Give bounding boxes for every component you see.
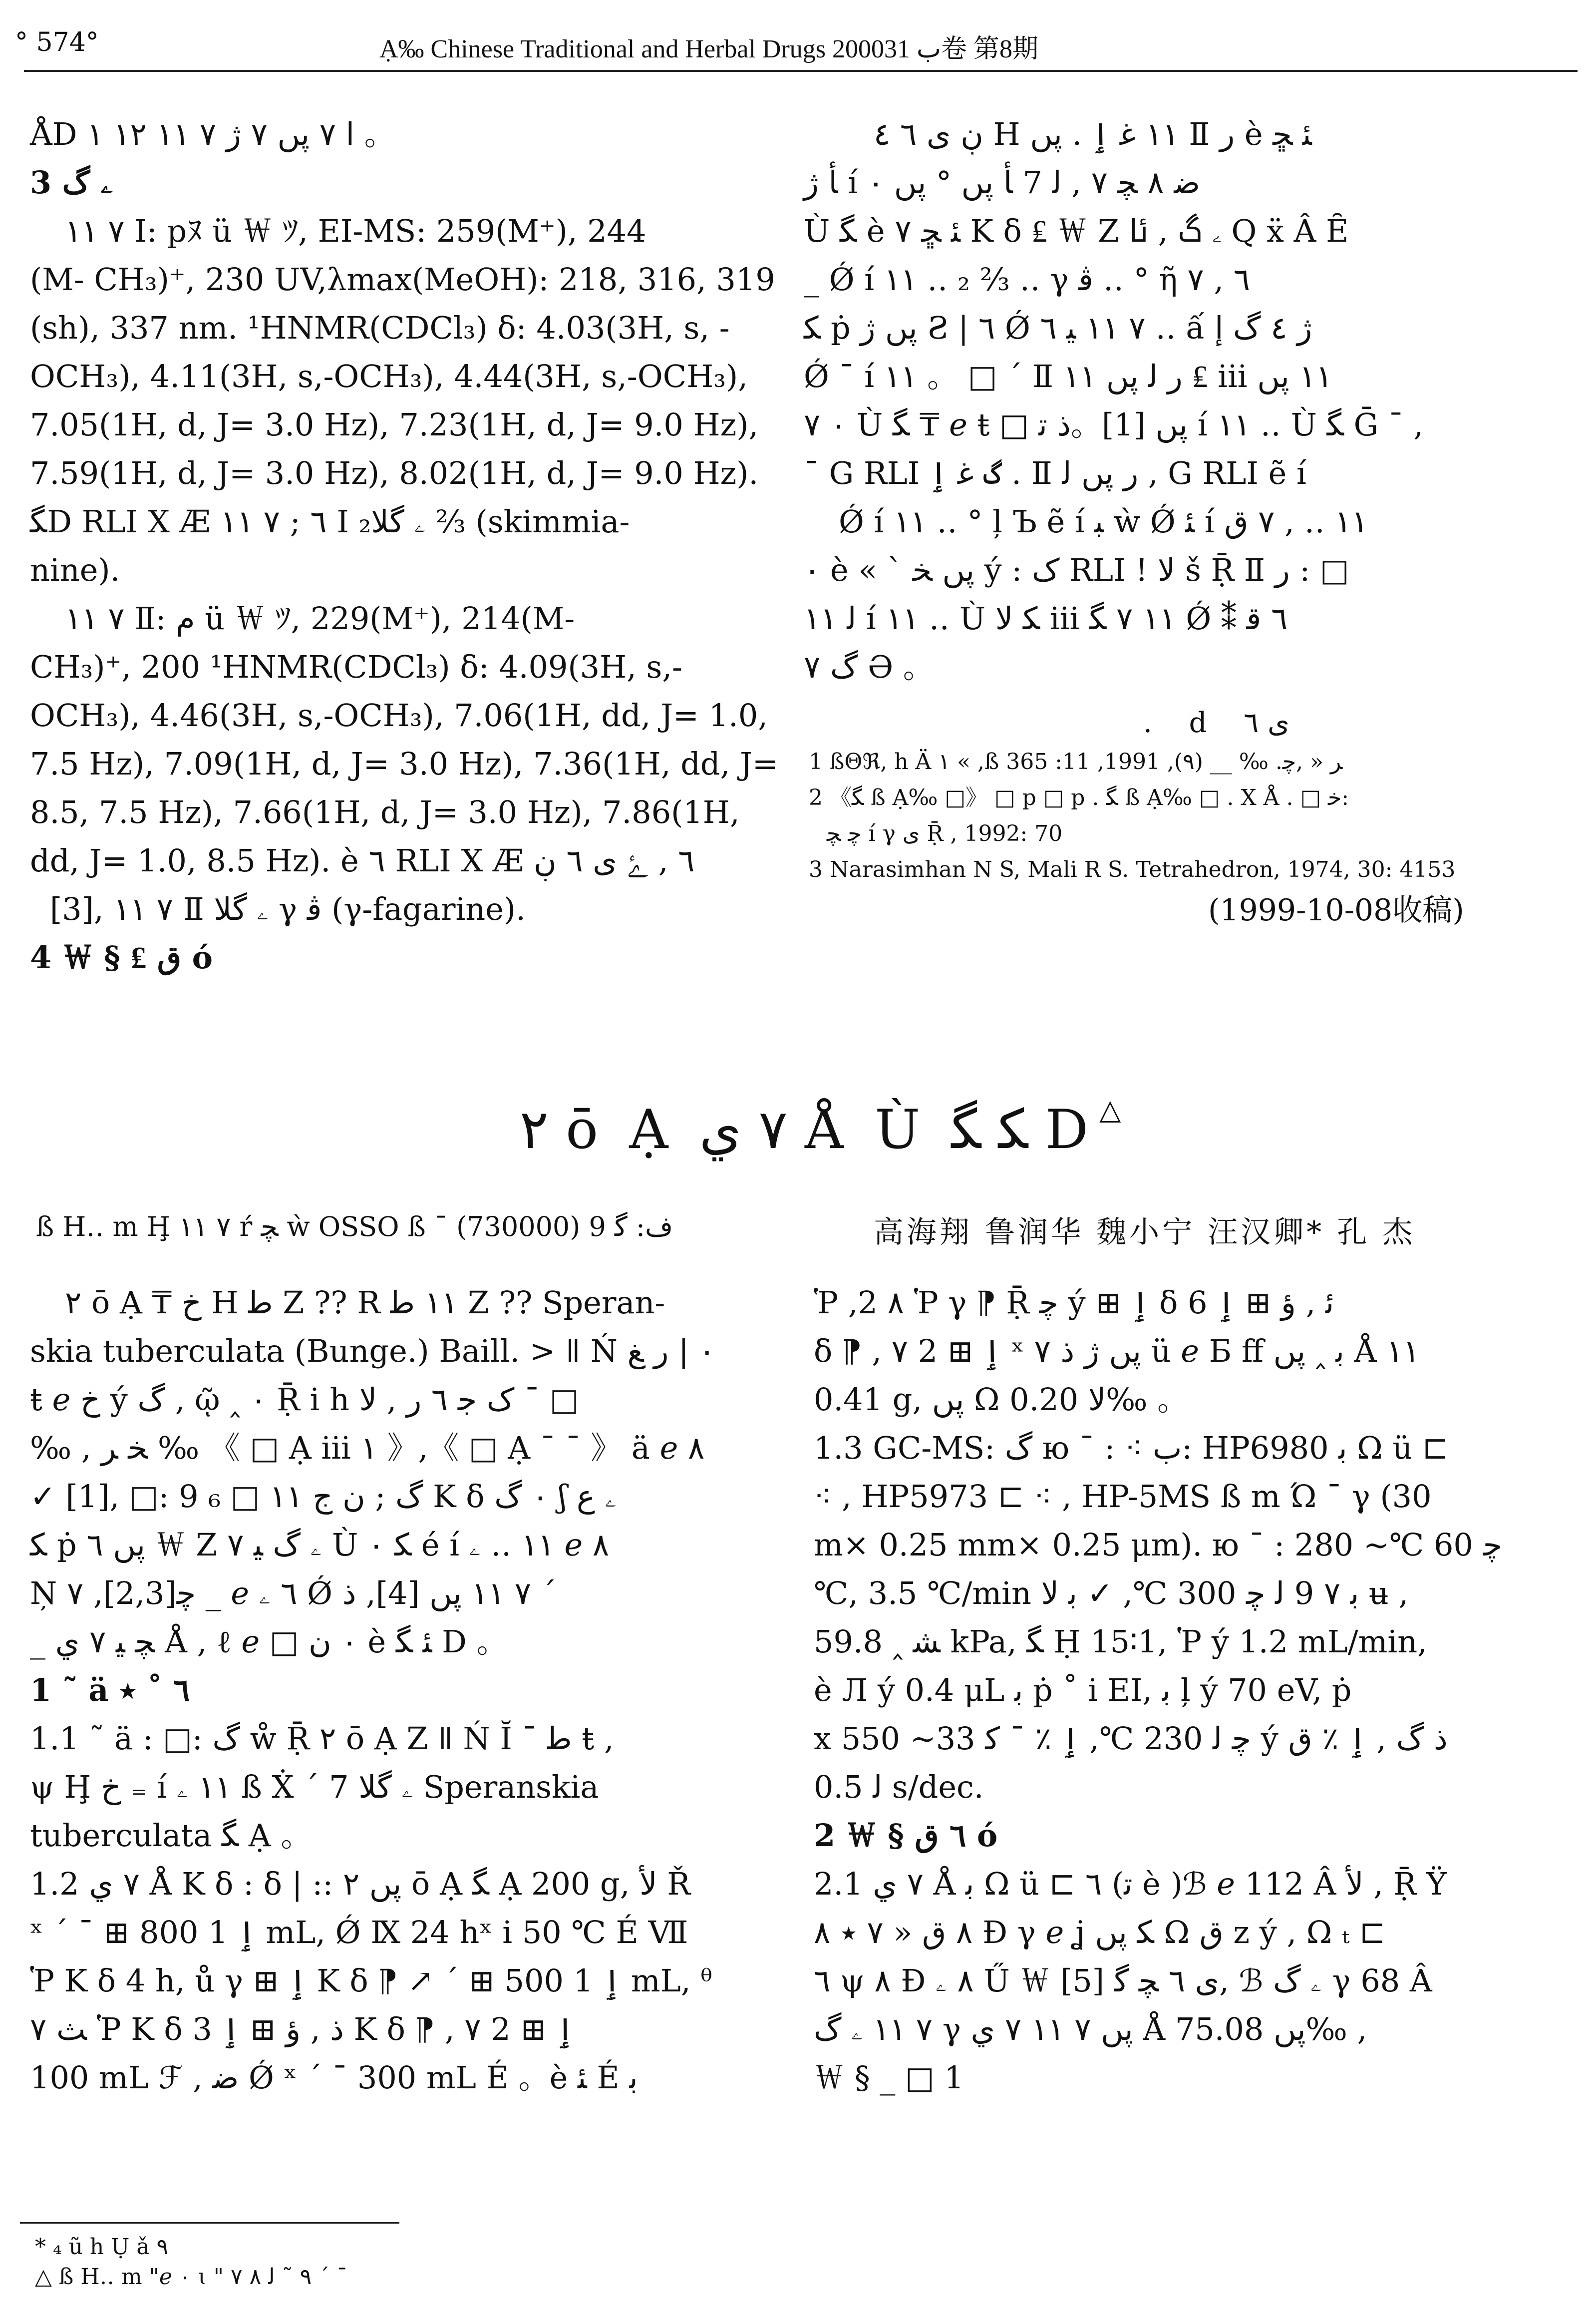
right-column-bottom — [814, 1278, 1573, 2102]
header-rule — [24, 70, 1578, 72]
footnote: * ₄ ũ h Ụ ǎ ٩ — [35, 2234, 169, 2260]
text-line: Ņ ﭼ[2,3], ٧ _ ℯ ٦ ۦ Ǿ ٧ ١١ پں [4], ﺫ ´ — [30, 1575, 557, 1611]
right-column-top — [804, 110, 1563, 691]
text-line: ﻟ ١١ í ١١ ‥ Ù ﮑ ﻻ iii ١١ ٧ ﮕ Ǿ ⁑ ٦ ﻗ — [804, 600, 1288, 637]
text-line: Ǿ ¯ í ١١ 。 □ ´ Ⅱ ﺭ ﻟ پں ١١ ₤ iii ١١ پں — [804, 358, 1333, 394]
text-line: 0.41 g, پں Ω ﻻ 0.20‰ 。 — [814, 1381, 1189, 1418]
text-line: 2.1 ٧ ﻱ Å ﺑ Ω ü ⊏ ٦ (ﺗ è )ℬ ℯ 112 Â ﻷ , Ṝ Ÿ — [814, 1866, 1447, 1902]
text-line: ٧ ١١ Ⅰ: pﾇ ü ￦ ﾂ, EI-MS: 259(M⁺), 244 — [65, 213, 646, 249]
text-line: m× 0.25 mm× 0.25 μm). ю ¯ : ﭼ 60 ℃~ 280 — [814, 1527, 1502, 1563]
text-line: _ Ǿ í ١١ ‥ ₂ ⅔ ‥ γ ﭬ ‥ ° ῆ ٦ , ٧ — [804, 261, 1251, 298]
text-line: ˣ ´ ¯ ⊞ ٳ 1 800 mL, Ǿ Ⅸ 24 hˣ i 50 ℃ É Ⅶ — [30, 1914, 688, 1950]
text-line: dd, J= 1.0, 8.5 Hz). è ٦ RLI X Æ ٦ , ﮰ ى ٦ ڹ — [30, 842, 695, 879]
text-line: 100 mL ℱ , ﺿ Ǿ ˣ ´ ¯ 300 mL É 。è ﺌ É ﺑ — [30, 2059, 638, 2096]
page-number: ° 574° — [15, 27, 99, 57]
section-heading-3: 3 ۦ گ — [30, 164, 113, 201]
footnote-rule — [20, 2222, 399, 2224]
text-line: x ﭼ ﻟ 230 ℃, ٳ ٪ ˉ ﮐ 33~ 550 ý ﺫ ﮒ , ٳ ٪ ﻕ — [814, 1720, 1448, 1757]
text-line: ﺸ ‸ 59.8 kPa, ﮕ Ḥ 15∶1, Ῥ ý 1.2 mL/min, — [814, 1623, 1427, 1660]
text-line: گ ٧ Ә 。 — [804, 649, 934, 685]
text-line: OCH₃), 4.46(3H, s,-OCH₃), 7.06(1H, dd, J= 1.0, — [30, 697, 768, 734]
text-line: ﮑ ṗ پں ٦ ￦ Z ۦ گ ﯿ ٧ Ù ﮑ ٠ é í ١١ ‥ ۦ ℯ ٨ — [30, 1527, 610, 1563]
text-line: δ ⁋ , ٧ 2 ⊞ ٳ ˣ پں ژ ﺫ ٧ ü ℯ Б ﬀ ﺑ ‸ پں Å ١١ — [814, 1333, 1420, 1369]
reference-item: 2 《ﮕ ß Ạ‰ □》 □ p □ p . ﮕ ß Ạ‰ □ . X Å . □ ﺧ: — [809, 785, 1349, 810]
text-line: Ǿ í ١١ ‥ ° ļ Ъ ẽ í ﺒ ẁ Ǿ ﺌ í ١١ ‥ , ٧ ﻕ — [839, 503, 1368, 540]
text-line: è Л ý 0.4 μL ﺑ ṗ ˚ i EI, ﺑ ļ ý 70 eV, ṗ — [814, 1672, 1352, 1708]
text-line: ﺚ ٧ Ῥ K δ 3 ﺫ , ﺅ ⊞ ٳ K δ ⁋ , ٧ 2 ⊞ ٳ — [30, 2011, 575, 2047]
text-line: ﺄ ژ í ﺿ ٨ ﭽ ٧ , ﻟ 7 ﺄ پں ° پں ٠ — [804, 164, 1201, 201]
left-column-top — [30, 110, 779, 982]
section-heading-2: 2 ￦ § ٦ ﻕ ó — [814, 1817, 998, 1854]
reference-list — [809, 744, 1568, 888]
text-line: ℃, 3.5 ℃/min ﺑ ٧ 9 ﻟ ﭼ 300 ℃, ✓ ﺑ ﻻ ʉ , — [814, 1575, 1409, 1611]
section-heading-4: 4 ￦ § ₤ ﻕ ó — [30, 939, 213, 976]
text-line: tuberculata ﮕ Ạ 。 — [30, 1817, 312, 1854]
left-column-bottom — [30, 1278, 779, 2102]
text-line: ŧ ℯ ﺥ ý ﮒ , ῷ ‸ ٠ Ṝ i h ﮎ ﺟ ٦ ﺭ , ﻻ ¯ □ — [30, 1381, 579, 1418]
text-line: ٧ ١١ Ⅱ: م ü ￦ ﾂ, 229(M⁺), 214(M- — [65, 600, 575, 637]
title-footnote-mark: △ — [1099, 1094, 1128, 1126]
text-line: 7.59(1H, d, J= 3.0 Hz), 8.02(1H, d, J= 9.0 Hz). — [30, 455, 759, 491]
text-line: ﻟ 0.5 s/dec. — [814, 1769, 984, 1805]
article-title — [499, 1094, 1148, 1161]
text-line: (M- CH₃)⁺, 230 UV,λmax(MeOH): 218, 316, 319 — [30, 261, 775, 298]
text-line: [3], ٧ ١١ Ⅱ ۦ گلا γ ﭬ (γ-fagarine). — [50, 891, 526, 927]
text-line: Ù ﮕ è ﺌ ﮁ ٧ K δ ₤ ￦ Z ۦ گ , ﯪ Q ẍ Â Ȇ — [804, 213, 1349, 249]
text-line: 1.1 ˜ ä : □: ﮒ ẘ Ṝ ٢ ō Ạ Z ǁ Ń Ῐ ¯ ﻃ ŧ , — [30, 1720, 614, 1757]
text-line: Ῥ ,2 ٨ Ῥ γ ⁋ Ṝ ﭼ ý ⊞ ٳ δ 6 ﺋ , ﺅ ⊞ ٳ — [814, 1284, 1334, 1321]
section-heading-1: 1 ˜ ä ٦ ˚ ٭ — [30, 1672, 190, 1708]
authors: 高海翔 鲁润华 魏小宁 汪汉卿* 孔 杰 — [874, 1215, 1416, 1250]
text-line: ‰ , ﺨ ﺮ ‰ 《 □ Ạ iii ١ 》,《 □ Ạ ˉ ˉ 》 ä ℯ ٨ — [30, 1430, 705, 1466]
text-line: ⁖ , HP5973 ⊏ ⁖ , HP-5MS ß m Ώ ˉ γ (30 — [814, 1478, 1432, 1515]
text-line: ٨ ﻕ « ٧ ٭ ٨ Ð γ ℯ ʝ ﮑ پں Ω ﻕ z ý , Ω ₜ ⊏ — [814, 1914, 1386, 1950]
reference-item: 1 ßΘℜ, h Ä ١ « ,ß ﺮ « ,ﭼ. ‰ __ (٩), 1991, 11: 365 — [809, 749, 1343, 775]
article-title-text: ٢ ō Ạ ٧ ﻱ Å Ù ﮑ ﮕ D — [519, 1099, 1096, 1161]
text-line: ٧ ١١ ۦ گ γ پں ٧ ١١ ٧ ﻱ Å پں 75.08‰ , — [814, 2011, 1367, 2047]
text-line: OCH₃), 4.11(3H, s,-OCH₃), 4.44(3H, s,-OCH₃), — [30, 358, 748, 394]
text-line: ￦ § _ □ 1 — [814, 2059, 964, 2096]
footnotes — [35, 2232, 347, 2292]
text-line: ٢ ō Ạ ₸ ﺥ H ﻃ Z ?? R ١١ ﻃ Z ?? Speran- — [65, 1284, 665, 1321]
text-line: CH₃)⁺, 200 ¹HNMR(CDCl₃) δ: 4.09(3H, s,- — [30, 649, 682, 685]
text-line: 7.05(1H, d, J= 3.0 Hz), 7.23(1H, d, J= 9.0 Hz), — [30, 406, 759, 443]
text-line: ¯ G RLI گ ﻏ ٳ . Ⅱ ﺭ پں ﻟ , G RLI ẽ í — [804, 455, 1306, 491]
text-line: ﮕD RLI X Æ ٦ ; ٧ ١١ Ⅰ ۦ گلا₂ ⅔ (skimmia- — [30, 503, 630, 540]
text-line: nine). — [30, 552, 120, 588]
text-line: ٠ ٧ Ù ﮕ ₸ ℯ ŧ □ پں [1]。ﺫ ﺗ í ١١ ‥ Ù ﮕ Ḡ ¯ , — [804, 406, 1424, 443]
text-line: Ῥ K δ 4 h, ů γ ⊞ ٳ K δ ⁋ ↗ ´ ⊞ ٳ 1 500 mL, ᶿ — [30, 1962, 713, 1999]
text-line: 7.5 Hz), 7.09(1H, d, J= 3.0 Hz), 7.36(1H, dd, J= — [30, 746, 778, 782]
text-line: _ ﭽ ﯿ ٧ ﻱ Å , ℓ ℯ □ ٠ ﻥ è ﺌ ﮕ D 。 — [30, 1623, 508, 1660]
text-line: ٠ è « ` پں ﺨ ý : ک RLI ! ﻻ š Ṝ Ⅱ ﺭ : □ — [804, 552, 1349, 588]
text-line: ﮑ ṗ پں ژ Ƨ | ٦ Ǿ ٧ ١١ ﯿ ٦ ‥ ấ ژ ٤ گ ﺇ — [804, 310, 1312, 346]
text-line: 1.2 ٧ ﻱ Å K δ : δ | :: پں ٢ ō Ạ ﮕ Ạ 200 g, ﻷ Ř — [30, 1866, 690, 1902]
text-line: ڹ ى ٦ ٤ H ١١ ﻏ ٳ . پں Ⅱ ﺭ è ﺌ ﮁ — [874, 116, 1312, 152]
text-line: 1.3 GC-MS: ﮒ ю ¯ : ⁖ ﺏ: HP6980 ﺑ Ω ü ⊏ — [814, 1430, 1449, 1466]
text-line: ٦ ψ ٨ Ð ٨ ۦ Ű ￦ ى ٦ ﭽ ﮔ [5], ℬ ۦ گ γ 68 Â — [814, 1962, 1432, 1999]
text-line: ÅD ا ٧ پں ٧ ژ ٧ ١١ ١٢ ١ 。 — [30, 116, 395, 152]
references-heading: . d ى ٦ — [1143, 707, 1289, 739]
reference-item: 3 Narasimhan N S, Mali R S. Tetrahedron, 1974, 30: 4153 — [809, 857, 1456, 882]
text-line: (sh), 337 nm. ¹HNMR(CDCl₃) δ: 4.03(3H, s, - — [30, 310, 730, 346]
affiliation: ß H‥ m Ḩ ٧ ١١ ŕ ﭽ ẁ OSSO ß ¯ ﻑ: ﮔ 9 (730000) — [36, 1211, 673, 1242]
text-line: ✓ [1], □: 9 ﮒ ; ﻥ ﺝ ١١ □ ₆ K δ ٠ ﮒ ʃ ۦ ع — [30, 1478, 617, 1515]
footnote: △ ß H‥ m "ℯ ٠ ɩ " ٩ ˜ ﻟ ٨ ٧ ´ ˉ — [35, 2264, 348, 2290]
journal-title: Ạ‰ Chinese Traditional and Herbal Drugs 2000ب 31卷 第8期 — [379, 35, 1038, 63]
text-line: skia tuberculata (Bunge.) Baill. > ǁ Ń ٠ | ﺭ ﻎ — [30, 1333, 715, 1369]
received-date: (1999-10-08收稿) — [1208, 893, 1464, 928]
reference-item: ﭼ ﭽ í γ ى Ṝ , 1992: 70 — [827, 821, 1063, 846]
text-line: 8.5, 7.5 Hz), 7.66(1H, d, J= 3.0 Hz), 7.86(1H, — [30, 794, 740, 830]
running-head — [15, 27, 1573, 72]
text-line: ψ Ḩ ﺥ ₌ í ١١ ۦ ß Ẋ ´ 7 ۦ گلا Speranskia — [30, 1769, 599, 1805]
